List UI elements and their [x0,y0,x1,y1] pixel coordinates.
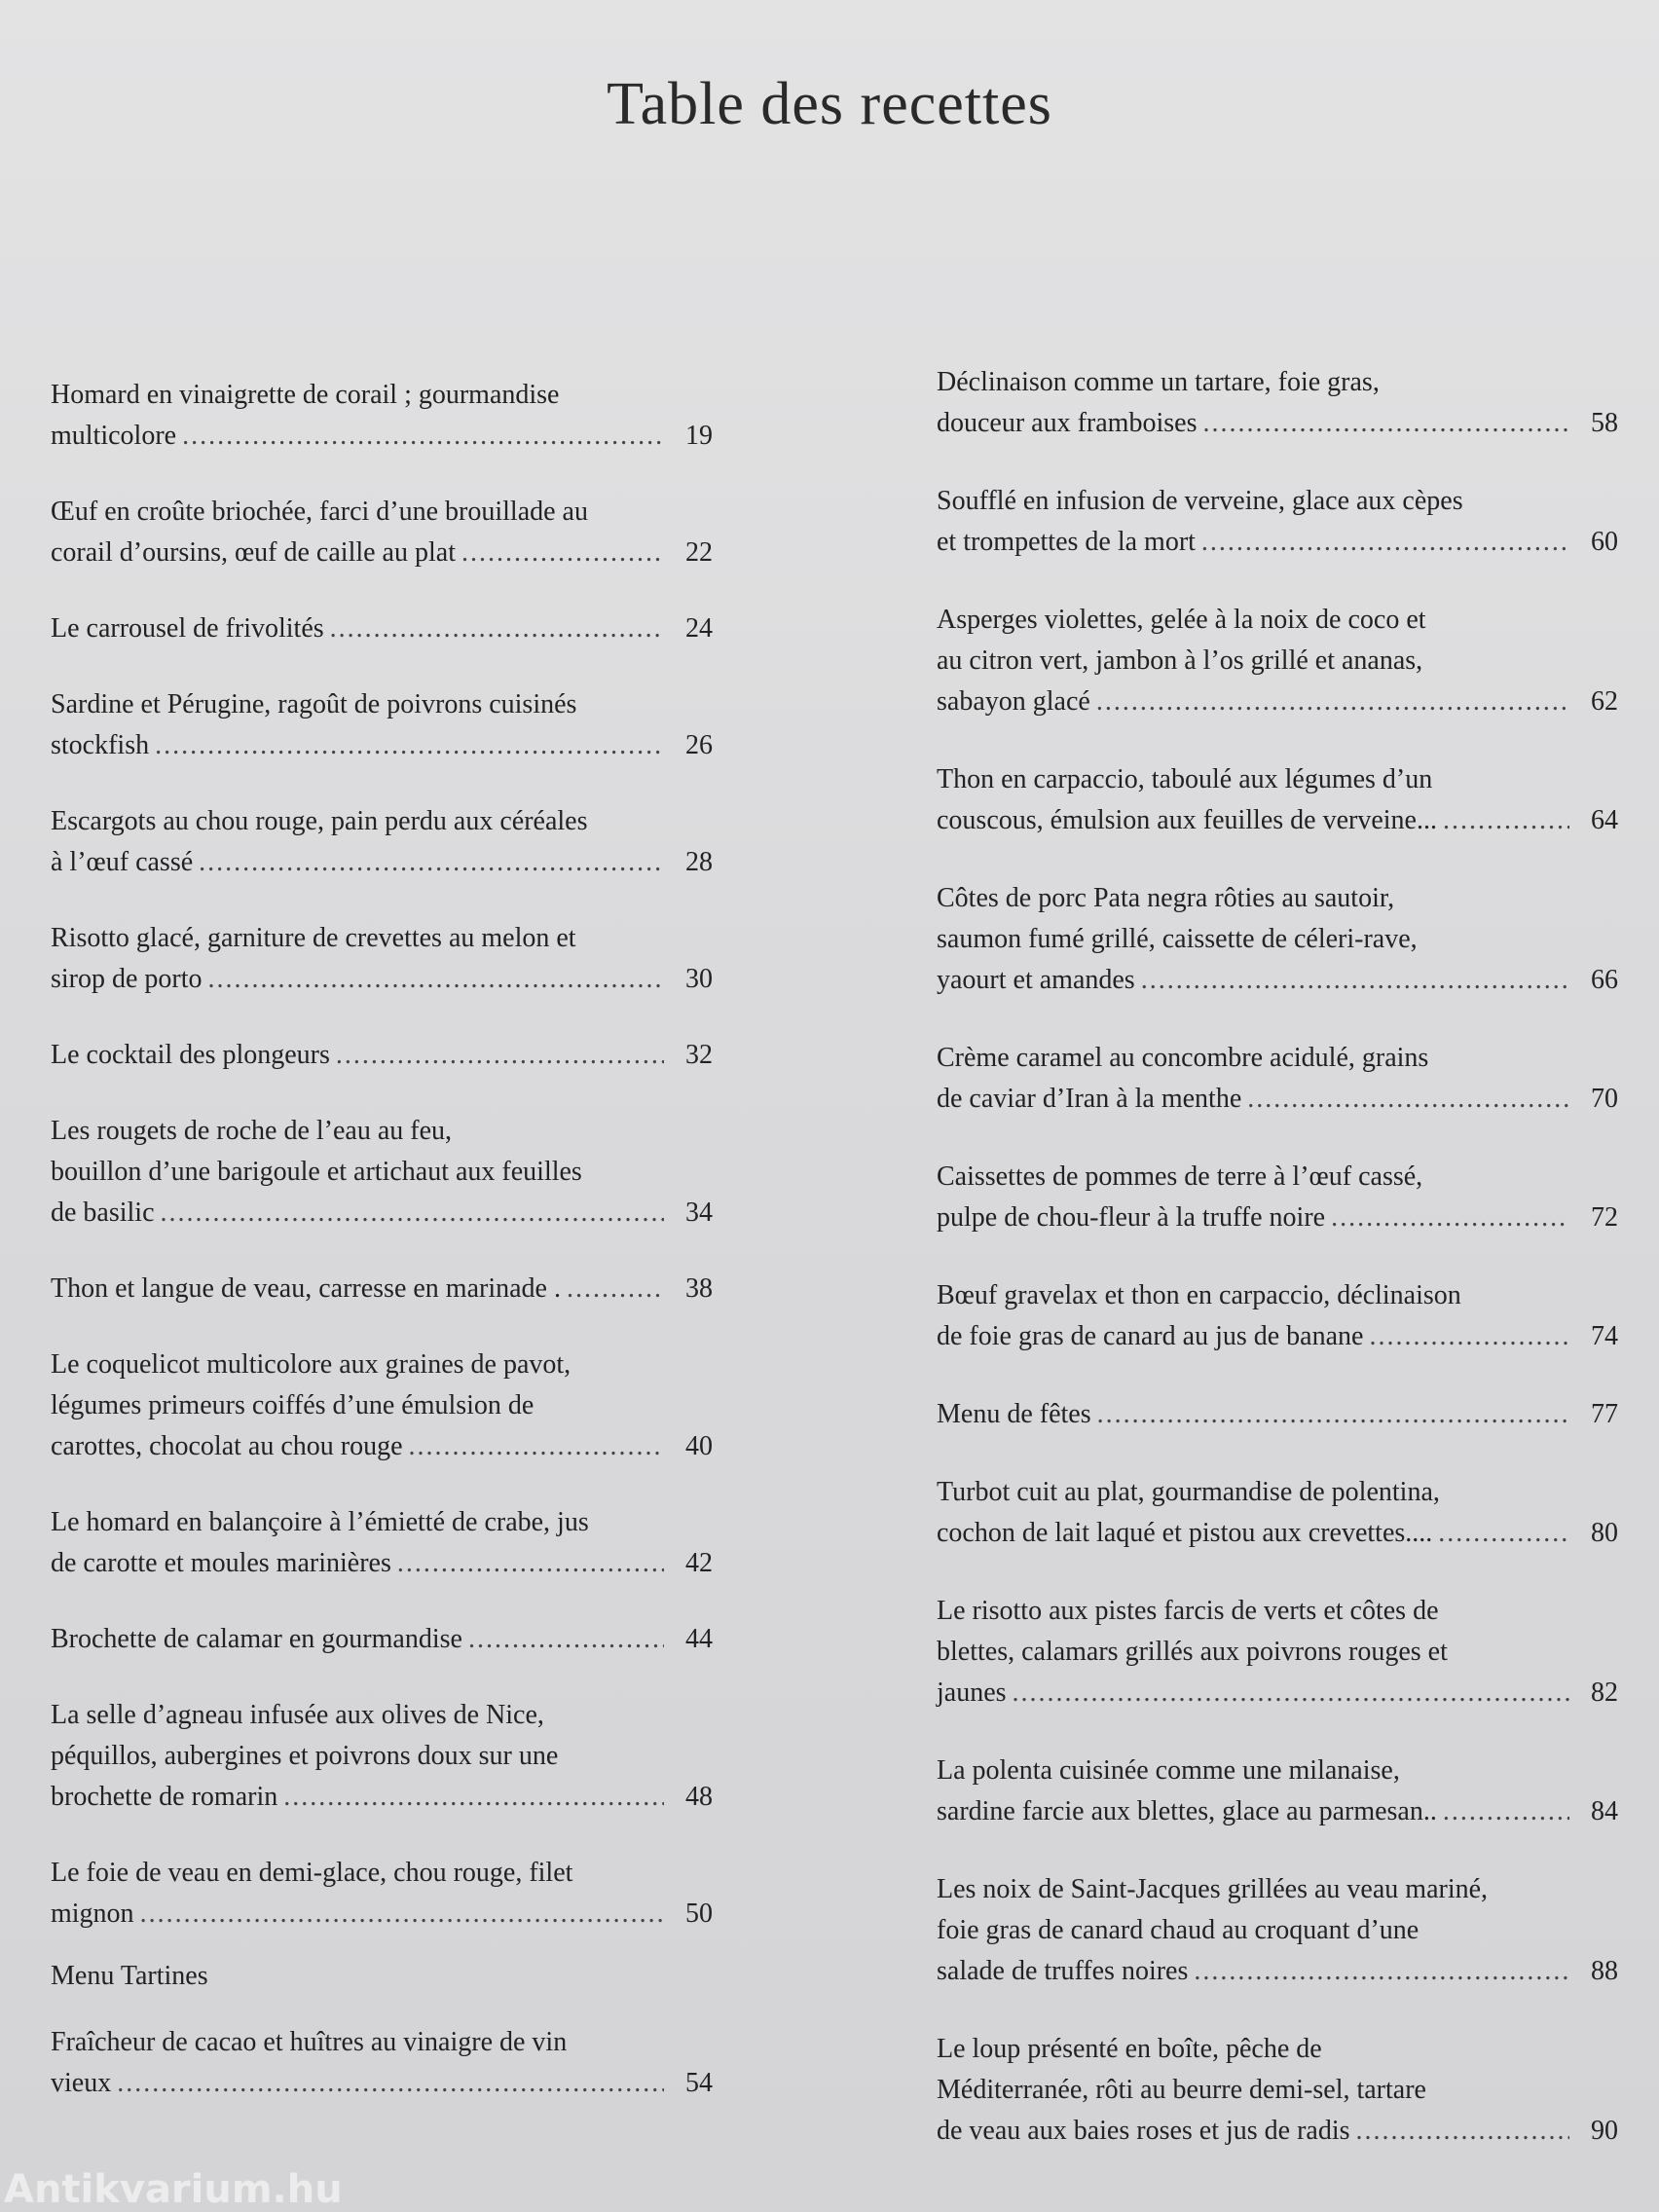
page-number: 64 [1591,805,1618,835]
dot-leader [1369,1316,1569,1357]
toc-entry-line: blettes, calamars grillés aux poivrons rouges et [937,1637,1448,1667]
toc-entry [937,1869,1618,1992]
dot-leader [1438,1513,1569,1554]
dot-leader [1194,1951,1569,1992]
page-number: 80 [1591,1518,1618,1548]
toc-entry-text: de caviar d’Iran à la menthe [937,1084,1242,1114]
toc-entry-last-line [51,533,713,573]
toc-entry-last-line [937,522,1618,563]
toc-entry [51,1502,713,1584]
toc-entry-line: Les rougets de roche de l’eau au feu, [51,1116,453,1146]
page-number: 88 [1591,1956,1618,1986]
page-number: 58 [1591,408,1618,438]
page-number: 32 [685,1040,713,1070]
page-number: 82 [1591,1677,1618,1708]
toc-entry-last-line [937,1673,1618,1714]
page-number: 26 [685,730,713,760]
toc-entry-last-line [937,1951,1618,1992]
toc-entry [937,878,1618,1001]
toc-entry-text: corail d’oursins, œuf de caille au plat [51,537,456,568]
toc-entry-text: Le carrousel de frivolités [51,613,324,644]
toc-entry-line: Les noix de Saint-Jacques grillées au veau mariné, [937,1874,1489,1904]
toc-entry-text: sabayon glacé [937,686,1090,717]
toc-entry-last-line [51,842,713,883]
page-number: 38 [685,1273,713,1304]
toc-entry [51,2022,713,2104]
toc-entry [51,1853,713,1935]
dot-leader [1201,522,1569,563]
page-number: 50 [685,1899,713,1929]
dot-leader [283,1777,664,1818]
toc-entry-line: Le risotto aux pistes farcis de verts et côtes de [937,1596,1439,1626]
dot-leader [461,533,664,573]
toc-entry-text: carottes, chocolat au chou rouge [51,1431,403,1461]
dot-leader [1443,1791,1569,1832]
toc-entry [937,1472,1618,1554]
toc-entry-text: de carotte et moules marinières [51,1548,391,1578]
toc-entry-line: Bœuf gravelax et thon en carpaccio, déclinaison [937,1280,1461,1310]
dot-leader [468,1619,664,1660]
toc-entry-text: brochette de romarin [51,1782,278,1812]
toc-entry-line: Soufflé en infusion de verveine, glace aux cèpes [937,486,1463,516]
toc-entry-text: Le cocktail des plongeurs [51,1040,330,1070]
page-number: 44 [685,1624,713,1654]
dot-leader [1443,800,1569,841]
toc-entry [937,2029,1618,2152]
toc-entry-last-line [51,1543,713,1584]
toc-entry-line: La selle d’agneau infusée aux olives de Nice, [51,1700,544,1730]
toc-entry-text: Thon et langue de veau, carresse en marinade . [51,1273,561,1304]
toc-entry-text: salade de truffes noires [937,1956,1189,1986]
page-number: 70 [1591,1084,1618,1114]
toc-entry [937,1751,1618,1832]
toc-entry-line: Escargots au chou rouge, pain perdu aux céréales [51,806,588,836]
toc-entry [51,1619,713,1660]
dot-leader [1331,1198,1569,1238]
toc-entry [937,1038,1618,1120]
toc-entry-line: Le foie de veau en demi-glace, chou rouge, filet [51,1858,573,1888]
page-number: 40 [685,1431,713,1461]
toc-entry-text: de veau aux baies roses et jus de radis [937,2116,1350,2146]
toc-entry-text: couscous, émulsion aux feuilles de verveine... [937,805,1437,835]
toc-entry [937,600,1618,722]
page-number: 22 [685,537,713,568]
page-number: 30 [685,964,713,994]
toc-entry-line: Crème caramel au concombre acidulé, grains [937,1043,1429,1073]
toc-entry-last-line [51,1035,713,1076]
toc-entry-line: La polenta cuisinée comme une milanaise, [937,1755,1400,1786]
toc-entry-line: Côtes de porc Pata negra rôties au sautoir, [937,883,1395,913]
toc-entry-text: Brochette de calamar en gourmandise [51,1624,462,1654]
dot-leader [1202,403,1569,444]
toc-entry-text: yaourt et amandes [937,965,1135,995]
toc-left-column [51,375,713,2104]
toc-entry-last-line [937,682,1618,722]
toc-entry [937,1591,1618,1714]
toc-entry [51,1035,713,1076]
toc-entry-last-line [51,1193,713,1234]
dot-leader [1097,1394,1569,1435]
toc-entry-text: sardine farcie aux blettes, glace au parmesan.. [937,1796,1437,1826]
toc-right-column [937,362,1618,2152]
toc-entry-text: et trompettes de la mort [937,527,1196,557]
toc-entry [937,481,1618,563]
toc-entry-line: Le coquelicot multicolore aux graines de pavot, [51,1349,571,1380]
toc-entry-line: Risotto glacé, garniture de crevettes au melon et [51,923,576,953]
toc-entry-line: Fraîcheur de cacao et huîtres au vinaigre de vin [51,2027,568,2057]
toc-entry-line: Œuf en croûte briochée, farci d’une brouillade au [51,497,588,527]
toc-entry-line: Asperges violettes, gelée à la noix de coco et [937,605,1426,635]
toc-entry-last-line [51,1894,713,1935]
toc-entry [51,492,713,573]
toc-entry [51,1695,713,1818]
toc-entry-text: douceur aux framboises [937,408,1198,438]
dot-leader [117,2063,664,2104]
toc-entry-line: Méditerranée, rôti au beurre demi-sel, tartare [937,2075,1426,2105]
toc-entry [937,1275,1618,1357]
page-number: 42 [685,1548,713,1578]
toc-entry-text: stockfish [51,730,150,760]
toc-entry-last-line [937,1513,1618,1554]
toc-entry-line: foie gras de canard chaud au croquant d’une [937,1915,1419,1945]
toc-entry-line: Turbot cuit au plat, gourmandise de polentina, [937,1477,1440,1507]
page-title: Table des recettes [607,71,1052,137]
toc-entry-last-line [51,725,713,766]
dot-leader [1013,1673,1569,1714]
toc-entry-last-line [937,960,1618,1001]
toc-entry-text: de basilic [51,1198,155,1228]
toc-entry-line: légumes primeurs coiffés d’une émulsion de [51,1390,535,1420]
toc-entry [51,608,713,649]
toc-entry-last-line [51,959,713,1000]
dot-leader [330,608,664,649]
toc-entry-last-line [51,608,713,649]
toc-entry [937,362,1618,444]
toc-entry-last-line [937,1394,1618,1435]
dot-leader [1141,960,1569,1001]
toc-entry-text: Menu de fêtes [937,1399,1091,1429]
toc-entry-text: sirop de porto [51,964,203,994]
toc-entry-text: multicolore [51,421,177,451]
toc-entry-line: Le loup présenté en boîte, pêche de [937,2034,1322,2064]
dot-leader [1096,682,1569,722]
toc-entry-line: bouillon d’une barigoule et artichaut aux feuilles [51,1157,582,1187]
dot-leader [199,842,664,883]
dot-leader [182,416,664,457]
toc-entry-line: Thon en carpaccio, taboulé aux légumes d’un [937,764,1433,794]
dot-leader [567,1269,664,1309]
toc-entry-line: Sardine et Pérugine, ragoût de poivrons cuisinés [51,689,577,719]
toc-entry-text: vieux [51,2068,112,2098]
page-number: 62 [1591,686,1618,717]
toc-entry [51,1111,713,1234]
toc-entry-last-line [937,1198,1618,1238]
dot-leader [1356,2111,1569,2152]
toc-entry [937,1394,1618,1435]
page-number: 72 [1591,1202,1618,1233]
dot-leader [140,1894,664,1935]
watermark: Antikvarium.hu [4,2167,343,2212]
toc-entry-last-line [51,2063,713,2104]
toc-entry-last-line [937,1079,1618,1120]
toc-entry-last-line [937,800,1618,841]
dot-leader [336,1035,664,1076]
toc-entry [51,1269,713,1309]
page-number: 54 [685,2068,713,2098]
dot-leader [208,959,664,1000]
page-number: 34 [685,1198,713,1228]
toc-entry-text: à l’œuf cassé [51,847,194,877]
page-number: 84 [1591,1796,1618,1826]
toc-entry [937,1157,1618,1238]
toc-entry-last-line [51,1619,713,1660]
toc-entry-text: jaunes [937,1677,1007,1708]
toc-entry-line: péquillos, aubergines et poivrons doux sur une [51,1741,559,1771]
toc-entry-last-line [51,416,713,457]
toc-entry-last-line [937,1791,1618,1832]
dot-leader [155,725,664,766]
page-number: 60 [1591,527,1618,557]
page-number: 28 [685,847,713,877]
toc-entry-last-line [937,2111,1618,2152]
toc-entry [51,801,713,883]
toc-entry [51,684,713,766]
toc-entry-line: Homard en vinaigrette de corail ; gourmandise [51,380,560,410]
page-number: 77 [1591,1399,1618,1429]
toc-entry-last-line [51,1269,713,1309]
toc-entry-last-line [51,1777,713,1818]
page-number: 90 [1591,2116,1618,2146]
page-number: 48 [685,1782,713,1812]
page-number: 74 [1591,1321,1618,1351]
toc-entry-text: pulpe de chou-fleur à la truffe noire [937,1202,1326,1233]
toc-entry [51,375,713,457]
toc-entry [51,1345,713,1467]
dot-leader [1247,1079,1569,1120]
toc-entry-last-line [937,1316,1618,1357]
toc-entry-text: de foie gras de canard au jus de banane [937,1321,1364,1351]
toc-entry-last-line [51,1426,713,1467]
toc-entry-last-line [937,403,1618,444]
toc-entry-line: Le homard en balançoire à l’émietté de crabe, jus [51,1507,589,1537]
page-number: 19 [685,421,713,451]
toc-entry-line: saumon fumé grillé, caissette de céleri-rave, [937,924,1418,954]
dot-leader [161,1193,664,1234]
section-heading: Menu Tartines [51,1961,208,1991]
page-number: 24 [685,613,713,644]
page-number: 66 [1591,965,1618,995]
toc-entry [51,918,713,1000]
dot-leader [409,1426,664,1467]
toc-entry-line: au citron vert, jambon à l’os grillé et ananas, [937,645,1423,676]
toc-entry-line: Déclinaison comme un tartare, foie gras, [937,367,1380,397]
toc-entry-text: mignon [51,1899,134,1929]
dot-leader [397,1543,664,1584]
toc-entry [937,759,1618,841]
toc-entry-text: cochon de lait laqué et pistou aux crevettes.... [937,1518,1433,1548]
toc-entry-line: Caissettes de pommes de terre à l’œuf cassé, [937,1161,1423,1192]
